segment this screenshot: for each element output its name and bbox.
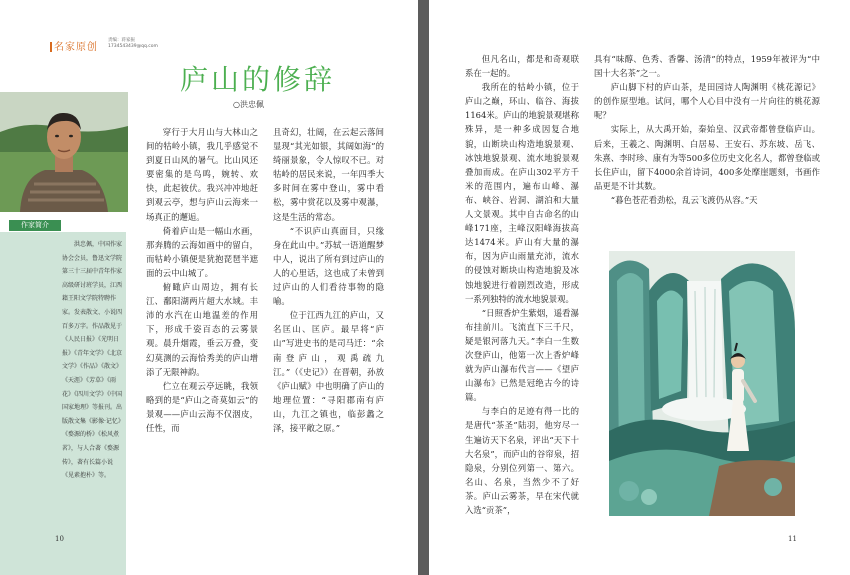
paragraph: “日照香炉生紫烟，遥看瀑布挂前川。飞流直下三千尺，疑是银河落九天。”李白一生数次登庐山，他第一次上香炉峰就为庐山瀑布代言——《望庐山瀑布》已然是冠绝古今的诗篇。: [465, 307, 579, 403]
editor-email: 1734543439@qq.com: [108, 44, 158, 49]
paragraph: 伫立在观云亭远眺，我领略到的是“庐山之奇莫如云”的景观——庐山云海不仅洇皮，任性，而: [146, 380, 258, 433]
column-tag: [50, 38, 98, 53]
column-name: 名家原创: [54, 42, 98, 53]
text-column-4: [594, 52, 820, 207]
article-title: 庐山的修辞: [180, 63, 336, 96]
paragraph: “暮色苍茫看劲松，乱云飞渡仍从容。”天: [610, 194, 758, 205]
paragraph: 但凡名山，都是和奇观联系在一起的。: [465, 54, 579, 79]
editor-credit: [108, 38, 158, 50]
paragraph: 庐山脚下村的庐山茶，是田园诗人陶渊明《桃花源记》的创作原型地。试问，哪个人心目中没有一片向往的桃花源呢？: [594, 82, 820, 121]
paragraph: 实际上，从大禹开始，秦始皇、汉武帝都曾登临庐山。后来，王羲之、陶渊明、白居易、王安石、苏东坡、岳飞、朱熹、李时珍、康有为等500多位历史文化名人，都曾登临或长住庐山，留下4000余首诗词，400多处摩崖题刻，书画作品更是不计其数。: [594, 124, 820, 191]
right-page: [429, 0, 850, 575]
article-author: ○洪忠佩: [233, 100, 264, 109]
author-photo: [0, 92, 128, 212]
paragraph: 与李白的足迹有得一比的是唐代“茶圣”陆羽，他穷尽一生遍访天下名泉，评出“天下十大名泉”，而庐山的谷帘泉，招隐泉，分别位列第一、第六。名山、名泉，当然少不了好茶。庐山云雾茶，早在宋代就入选“贡茶”，: [465, 406, 579, 515]
bio-text: 洪忠佩，中国作家协会会员，鲁迅文学院第三十三届中青年作家高级研讨班学员，江西籍王阳文学院特聘作家。发表散文、小说四百多万字。作品散见于《人民日报》《光明日报》《青年文学》《北京文学》《作品》《散文》《天涯》《芳草》《雨花》《四川文学》《中国国家地理》等报刊。出版散文集《影像·记忆》《婺源的桥》《松风煮茗》，与人合著《婺源传》，著有长篇小说《见素抱朴》等。: [62, 241, 123, 480]
paragraph: 穿行于大月山与大林山之间的牯岭小镇，我几乎感觉不到夏日山风的暑气。比山风还要密集的是鸟鸣，婉转、欢快，此起彼伏。我兴冲冲地赶到观云亭，想与庐山云海来一场真正的邂逅。: [146, 127, 258, 222]
paragraph: “不识庐山真面目，只缘身在此山中。”苏轼一语道醒梦中人，说出了所有到过庐山的人的心里话，这也成了未曾到过庐山的人们看待事物的隐喻。: [273, 225, 384, 307]
page-gutter: [418, 0, 429, 575]
paragraph: 我所在的牯岭小镇，位于庐山之巅，环山、临谷、海拔1164米。庐山的地貌景观堪称殊异，是一种多成因复合地貌，山断块山构造地貌景观、冰蚀地貌景观、流水地貌景观叠加而成。在庐山302平方千米的范围内，遍布山峰、瀑布、峡谷、岩洞、湖泊和大量人文景观。其中自古命名的山峰171座，主峰汉阳峰海拔高达1474米。庐山有大量的瀑布，因为庐山雨量充沛，流水的侵蚀对断块山构造地貌及冰蚀地貌进行着剧烈改造，形成一系列独特的流水地貌景观。: [465, 82, 579, 304]
page-number-right: 11: [788, 535, 797, 543]
paragraph: 倚着庐山是一幅山水画，那奔腾的云海如画中的留白，而牯岭小镇便是犹抱琵琶半遮面的云中山城了。: [146, 225, 258, 278]
text-column-2: [273, 125, 384, 435]
editor-name: 责编：蒋家振: [108, 38, 135, 43]
page-number-left: 10: [55, 535, 64, 543]
bio-heading: 作家简介: [9, 220, 61, 231]
paragraph: 俯瞰庐山周边，拥有长江、鄱阳湖两片超大水域。丰沛的水汽在山地温差的作用下，形成千姿百态的云雾景观。晨升烟霞，垂云万叠，变幻莫测的云海恰秀美的庐山增添了无限神韵。: [146, 282, 258, 377]
paragraph: 具有“味醇、色秀、香馨、汤清”的特点，1959年被评为“中国十大名茶”之一。: [594, 54, 820, 79]
text-column-3: [465, 52, 579, 517]
text-column-1: [146, 125, 258, 435]
paragraph: 且奇幻，壮阔，在云起云落间显现“其光如银，其阔如海”的绮丽景象，令人惊叹不已。对牯岭的居民来说，一年四季大多时间在雾中登山，雾中看松，雾中赏花以及雾中观瀑，这是生活的常态。: [273, 127, 384, 222]
left-page: [0, 0, 418, 575]
waterfall-illustration: [609, 251, 795, 516]
paragraph: 位于江西九江的庐山，又名匡山、匡庐。最早将“庐山”写进史书的是司马迁：“余南登庐山，观禹疏九江。”（《史记》）在晋朝，孙放《庐山赋》中也明确了庐山的地理位置：“寻阳郡南有庐山，九江之镇也，临彭蠡之泽，接平敞之原。”: [273, 310, 384, 433]
